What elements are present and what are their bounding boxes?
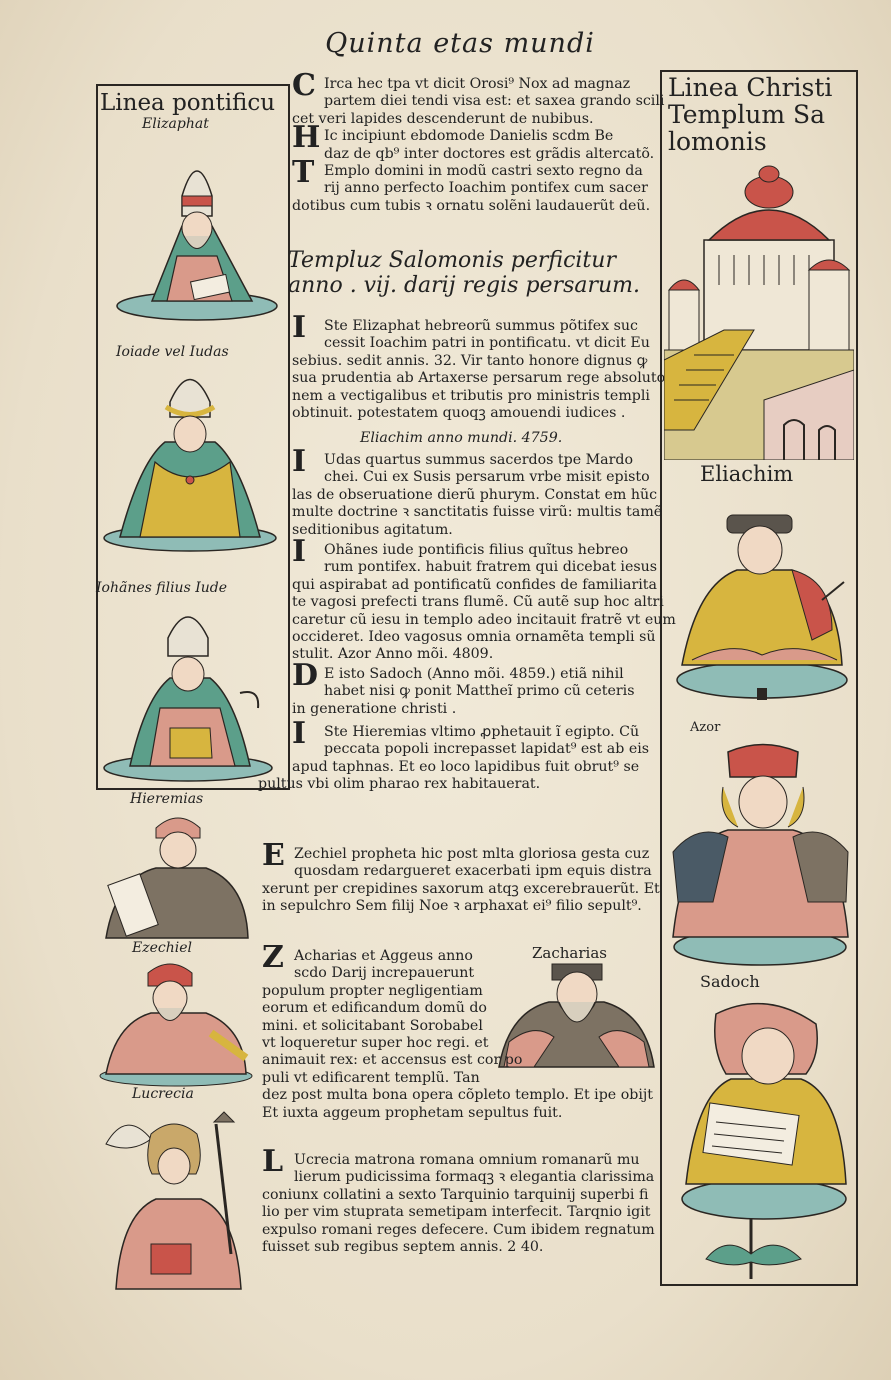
text-line: dez post multa bona opera cõpleto templo. Et ipe obijt (262, 1087, 653, 1104)
paragraph-lucrecia (262, 1144, 655, 1256)
figure-name-ezechiel: Ezechiel (132, 940, 192, 956)
initial-letter: I (292, 444, 307, 479)
text-line: L Ucrecia matrona romana omnium romanarũ mu (262, 1144, 640, 1179)
text-line: habet nisi ꝙ ponit Mattheĩ primo cũ ceteris (324, 683, 635, 700)
text-line: sua prudentia ab Artaxerse persarum rege absoluto (292, 370, 666, 387)
text-line: H Ic incipiunt ebdomode Danielis scdm Be (292, 120, 614, 156)
text-line: vt loqueretur super hoc regi. et (262, 1034, 489, 1051)
text-line: coniunx collatini a sexto Tarquinio tarquinij superbi fi (262, 1186, 649, 1203)
paragraph-ezechiel (262, 838, 660, 916)
figure-name-iohannes: Iohãnes filius Iude (96, 580, 227, 596)
paragraph-iudas (292, 444, 663, 539)
text-line: te vagosi prefecti trans flumẽ. Cũ autẽ sup hoc altri (292, 594, 664, 611)
paragraph-elizaphat (292, 310, 666, 422)
text-line: puli vt edificarent templũ. Tan (262, 1069, 480, 1086)
text-line: caretur cũ iesu in templo adeo incitauit fratrẽ vt eum (292, 611, 676, 628)
portrait-lucrecia-icon (96, 1104, 256, 1294)
text-line: pultus vbi olim pharao rex habitauerat. (258, 776, 541, 793)
paragraph-iohannes (292, 534, 676, 664)
initial-letter: C (292, 68, 316, 103)
text-line: rij anno perfecto Ioachim pontifex cum sacer (324, 180, 648, 197)
paragraph-sadoch (292, 658, 635, 718)
figure-name-sadoch: Sadoch (700, 972, 760, 991)
text-line: seditionibus agitatum. (292, 521, 453, 538)
text-line: lierum pudicissima formaqꝫ ꝛ elegantia clarissima (294, 1169, 655, 1186)
text-line: in sepulchro Sem filij Noe ꝛ arphaxat ei⁹ filio sepult⁹. (262, 898, 642, 915)
figure-name-elizaphat: Elizaphat (142, 116, 209, 132)
date-line-eliachim: Eliachim anno mundi. 4759. (360, 430, 563, 446)
text-line: daz de qb⁹ inter doctores est grãdis altercatõ. (324, 145, 655, 162)
right-column-title-line1: Linea Christi (668, 73, 833, 102)
paragraph-zacharias (262, 940, 653, 1122)
text-line: lio per vim stuprata semetipam interfecit. Tarqnio igit (262, 1204, 651, 1221)
portrait-ezechiel-icon (96, 958, 261, 1088)
portrait-sadoch-icon (676, 994, 854, 1284)
initial-letter: T (292, 154, 315, 190)
page-title: Quinta etas mundi (325, 28, 595, 59)
text-line: T Emplo domini in modũ castri sexto regno da (292, 154, 643, 190)
right-column-title-line2: Templum Sa (668, 100, 826, 129)
text-line: expulso romani reges defecere. Cum ibidem regnatum (262, 1221, 655, 1238)
text-line: I Udas quartus summus sacerdos tpe Mardo (292, 444, 633, 479)
text-line: I Ste Elizaphat hebreorũ summus põtifex suc (292, 310, 638, 345)
text-line: sebius. sedit annis. 32. Vir tanto honore dignus ꝙ (292, 352, 648, 369)
text-line: xerunt per crepidines saxorum atqꝫ excerebrauerũt. Et (262, 880, 660, 897)
text-line: las de obseruatione dierũ phurym. Constat em hũc (292, 486, 658, 503)
text-line: populum propter negligentiam (262, 982, 483, 999)
portrait-ioiade-icon (100, 362, 280, 552)
text-line: D E isto Sadoch (Anno mõi. 4859.) etiã nihil (292, 658, 624, 693)
initial-letter: L (262, 1144, 284, 1179)
text-line: E Zechiel propheta hic post mlta gloriosa gesta cuz (262, 838, 650, 873)
portrait-eliachim-icon (672, 490, 852, 700)
text-line: in generatione christi . (292, 700, 457, 717)
section-heading: Templuz Salomonis perficitur anno . vij. darij regis persarum. (288, 248, 641, 298)
text-line: nem a vectigalibus et tributis pro ministris templi (292, 387, 650, 404)
portrait-azor-icon (668, 742, 853, 967)
text-line: cessit Ioachim patri in pontificatu. vt dicit Eu (324, 335, 650, 352)
portrait-elizaphat-icon (112, 136, 282, 321)
initial-letter: E (262, 838, 285, 873)
text-line: apud taphnas. Et eo loco lapidibus fuit obrut⁹ se (292, 758, 640, 775)
text-line: animauit rex: et accensus est cor po (262, 1052, 523, 1069)
temple-solomon-illustration-icon (664, 160, 854, 460)
paragraph-hieremias (258, 716, 650, 794)
text-line: chei. Cui ex Susis persarum vrbe misit episto (324, 469, 650, 486)
figure-name-lucrecia: Lucrecia (132, 1086, 194, 1102)
initial-letter: I (292, 310, 307, 345)
text-line: fuisset sub regibus septem annis. 2 40. (262, 1238, 544, 1255)
text-line: partem diei tendi visa est: et saxea grando scili (324, 93, 665, 110)
text-line: I Ste Hieremias vltimo ꝓphetauit ĩ egipto. Cũ (292, 716, 640, 751)
figure-name-hieremias: Hieremias (130, 791, 204, 807)
left-column-title: Linea pontificu (100, 90, 276, 116)
initial-letter: H (292, 120, 321, 156)
text-line: qui aspirabat ad pontificatũ confides de familiarita (292, 576, 657, 593)
initial-letter: I (292, 716, 307, 751)
text-line: stulit. Azor Anno mõi. 4809. (292, 646, 494, 663)
portrait-iohannes-icon (100, 598, 280, 783)
text-line: Et iuxta aggeum prophetam sepultus fuit. (262, 1104, 563, 1121)
figure-name-ioiade: Ioiade vel Iudas (116, 344, 229, 360)
text-line: C Irca hec tpa vt dicit Orosi⁹ Nox ad magnaz (292, 68, 631, 103)
text-line: cet veri lapides descenderunt de nubibus. (292, 110, 594, 127)
figure-name-eliachim: Eliachim (700, 462, 794, 486)
right-column-title-line3: lomonis (668, 127, 767, 156)
text-line: eorum et edificandum domũ do (262, 1000, 487, 1017)
initial-letter: I (292, 534, 307, 569)
text-line: I Ohãnes iude pontificis filius quĩtus hebreo (292, 534, 629, 569)
figure-name-zacharias: Zacharias (532, 944, 607, 962)
text-line: dotibus cum tubis ꝛ ornatu solẽni laudauerũt deũ. (292, 197, 651, 214)
text-line: peccata popoli increpasset lapidat⁹ est ab eis (324, 741, 650, 758)
text-line: multe doctrine ꝛ sanctitatis fuisse virũ: multis tamẽ (292, 504, 663, 521)
initial-letter: D (292, 658, 319, 693)
text-line: mini. et solicitabant Sorobabel (262, 1017, 483, 1034)
text-line: quosdam redargueret exacerbati ipm equis distra (294, 863, 652, 880)
paragraph-orosius (292, 68, 665, 215)
text-line: Z Acharias et Aggeus anno (262, 940, 473, 975)
initial-letter: Z (262, 940, 284, 975)
text-line: occideret. Ideo vagosus omnia ornamẽta templi sũ (292, 628, 656, 645)
text-line: rum pontifex. habuit fratrem qui dicebat iesus (324, 559, 658, 576)
text-line: scdo Darij increpauerunt (294, 965, 475, 982)
text-line: obtinuit. potestatem quoqꝫ amouendi iudices . (292, 404, 626, 421)
portrait-hieremias-icon (96, 808, 256, 943)
figure-name-azor: Azor (690, 720, 721, 735)
